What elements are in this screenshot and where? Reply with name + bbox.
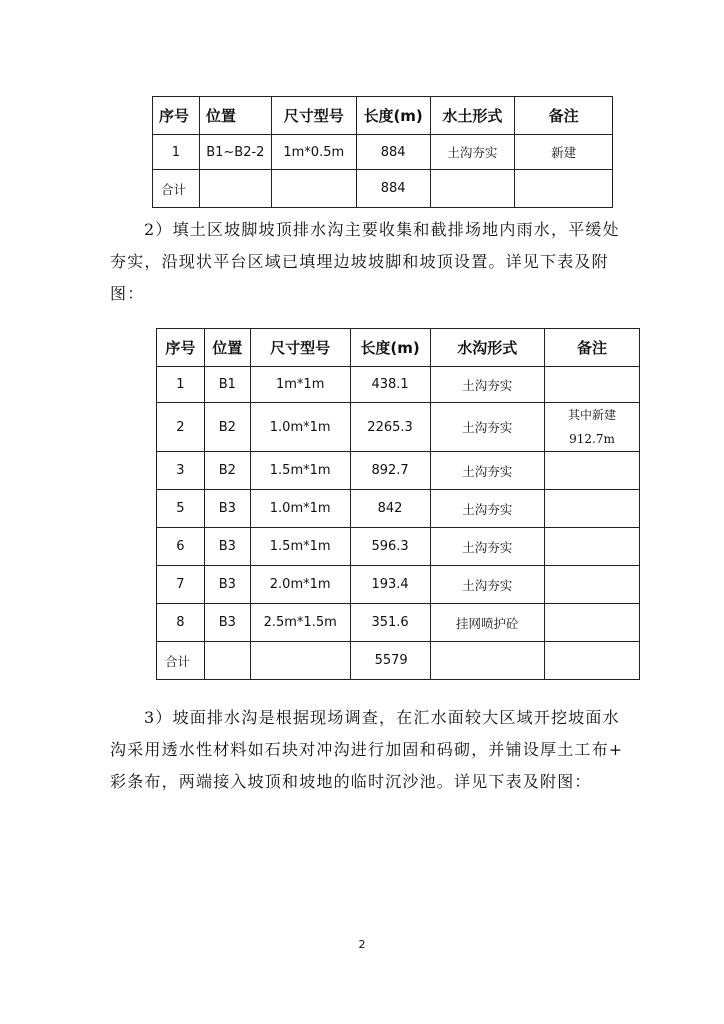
table-cell: 1.0m*1m bbox=[250, 403, 350, 452]
table-cell: 新建 bbox=[515, 135, 613, 170]
table-row bbox=[157, 490, 640, 528]
table-cell: 合计 bbox=[153, 170, 200, 208]
table-cell: 挂网喷护砼 bbox=[430, 604, 545, 642]
table-cell: 1 bbox=[157, 367, 205, 403]
header-cell: 位置 bbox=[204, 329, 250, 367]
table-cell bbox=[545, 566, 640, 604]
paragraph-2 bbox=[110, 214, 626, 310]
header-cell: 水沟形式 bbox=[430, 329, 545, 367]
table-cell: 2265.3 bbox=[350, 403, 430, 452]
table-cell: 土沟夯实 bbox=[430, 135, 515, 170]
table-cell: B3 bbox=[204, 604, 250, 642]
table-cell: 1 bbox=[153, 135, 200, 170]
table-cell bbox=[545, 604, 640, 642]
header-cell: 序号 bbox=[157, 329, 205, 367]
paragraph-3 bbox=[110, 702, 626, 798]
table-cell: 2 bbox=[157, 403, 205, 452]
header-cell: 长度(m) bbox=[350, 329, 430, 367]
table-row bbox=[157, 604, 640, 642]
table-cell: 5 bbox=[157, 490, 205, 528]
table-cell bbox=[545, 367, 640, 403]
table-cell bbox=[271, 170, 356, 208]
table-cell: 土沟夯实 bbox=[430, 452, 545, 490]
table-cell: 1.5m*1m bbox=[250, 528, 350, 566]
table-cell: 土沟夯实 bbox=[430, 528, 545, 566]
table-cell: 1.5m*1m bbox=[250, 452, 350, 490]
table-cell bbox=[515, 170, 613, 208]
table-cell: 7 bbox=[157, 566, 205, 604]
table-cell: B3 bbox=[204, 528, 250, 566]
table-total-row bbox=[157, 642, 640, 680]
table-header-row bbox=[157, 329, 640, 367]
table-row bbox=[157, 403, 640, 452]
header-cell: 位置 bbox=[199, 97, 271, 135]
table-cell: 884 bbox=[356, 170, 430, 208]
table-row bbox=[157, 367, 640, 403]
table-cell: 438.1 bbox=[350, 367, 430, 403]
table-cell: 1m*0.5m bbox=[271, 135, 356, 170]
table-cell: B2 bbox=[204, 452, 250, 490]
table-cell: B3 bbox=[204, 490, 250, 528]
drainage-table-1 bbox=[152, 96, 613, 208]
table-cell: 3 bbox=[157, 452, 205, 490]
table-cell: 1m*1m bbox=[250, 367, 350, 403]
table-cell: B3 bbox=[204, 566, 250, 604]
paragraph-line: 彩条布，两端接入坡顶和坡地的临时沉沙池。详见下表及附图： bbox=[110, 772, 592, 791]
paragraph-line: 2）填土区坡脚坡顶排水沟主要收集和截排场地内雨水，平缓处 bbox=[144, 220, 620, 239]
table-cell: 1.0m*1m bbox=[250, 490, 350, 528]
table-cell: 2.0m*1m bbox=[250, 566, 350, 604]
paragraph-line: 夯实，沿现状平台区域已填埋边坡坡脚和坡顶设置。详见下表及附 bbox=[110, 252, 609, 271]
paragraph-line: 沟采用透水性材料如石块对冲沟进行加固和码砌，并铺设厚土工布+ bbox=[110, 740, 624, 759]
table-cell bbox=[430, 642, 545, 680]
table-cell: 8 bbox=[157, 604, 205, 642]
drainage-table-2 bbox=[156, 328, 640, 680]
header-cell: 备注 bbox=[515, 97, 613, 135]
paragraph-line: 3）坡面排水沟是根据现场调查，在汇水面较大区域开挖坡面水 bbox=[144, 708, 620, 727]
table-cell bbox=[545, 490, 640, 528]
table-cell: 2.5m*1.5m bbox=[250, 604, 350, 642]
header-cell: 备注 bbox=[545, 329, 640, 367]
table-cell: 5579 bbox=[350, 642, 430, 680]
table-cell: 土沟夯实 bbox=[430, 367, 545, 403]
table-cell: B2 bbox=[204, 403, 250, 452]
header-cell: 水土形式 bbox=[430, 97, 515, 135]
table-cell bbox=[545, 528, 640, 566]
header-cell: 序号 bbox=[153, 97, 200, 135]
table-cell bbox=[545, 452, 640, 490]
table-cell bbox=[199, 170, 271, 208]
table-cell: 6 bbox=[157, 528, 205, 566]
table-cell: 351.6 bbox=[350, 604, 430, 642]
table-row bbox=[157, 566, 640, 604]
table-cell: 193.4 bbox=[350, 566, 430, 604]
table-header-row bbox=[153, 97, 613, 135]
table-cell: 892.7 bbox=[350, 452, 430, 490]
header-cell: 尺寸型号 bbox=[250, 329, 350, 367]
table-cell: 合计 bbox=[157, 642, 205, 680]
table-cell bbox=[430, 170, 515, 208]
table-cell bbox=[204, 642, 250, 680]
table-cell: 596.3 bbox=[350, 528, 430, 566]
table-cell: 土沟夯实 bbox=[430, 566, 545, 604]
table-row bbox=[153, 135, 613, 170]
table-cell bbox=[545, 642, 640, 680]
header-cell: 尺寸型号 bbox=[271, 97, 356, 135]
table-row bbox=[157, 528, 640, 566]
table-cell: 土沟夯实 bbox=[430, 403, 545, 452]
table-cell: 土沟夯实 bbox=[430, 490, 545, 528]
table-cell bbox=[250, 642, 350, 680]
table-cell: 884 bbox=[356, 135, 430, 170]
paragraph-line: 图： bbox=[110, 284, 145, 303]
table-cell: B1 bbox=[204, 367, 250, 403]
table-cell: 其中新建912.7m bbox=[545, 403, 640, 452]
table-cell: 842 bbox=[350, 490, 430, 528]
table-cell: B1~B2-2 bbox=[199, 135, 271, 170]
table-row bbox=[157, 452, 640, 490]
header-cell: 长度(m) bbox=[356, 97, 430, 135]
table-total-row bbox=[153, 170, 613, 208]
page-number: 2 bbox=[358, 938, 366, 951]
